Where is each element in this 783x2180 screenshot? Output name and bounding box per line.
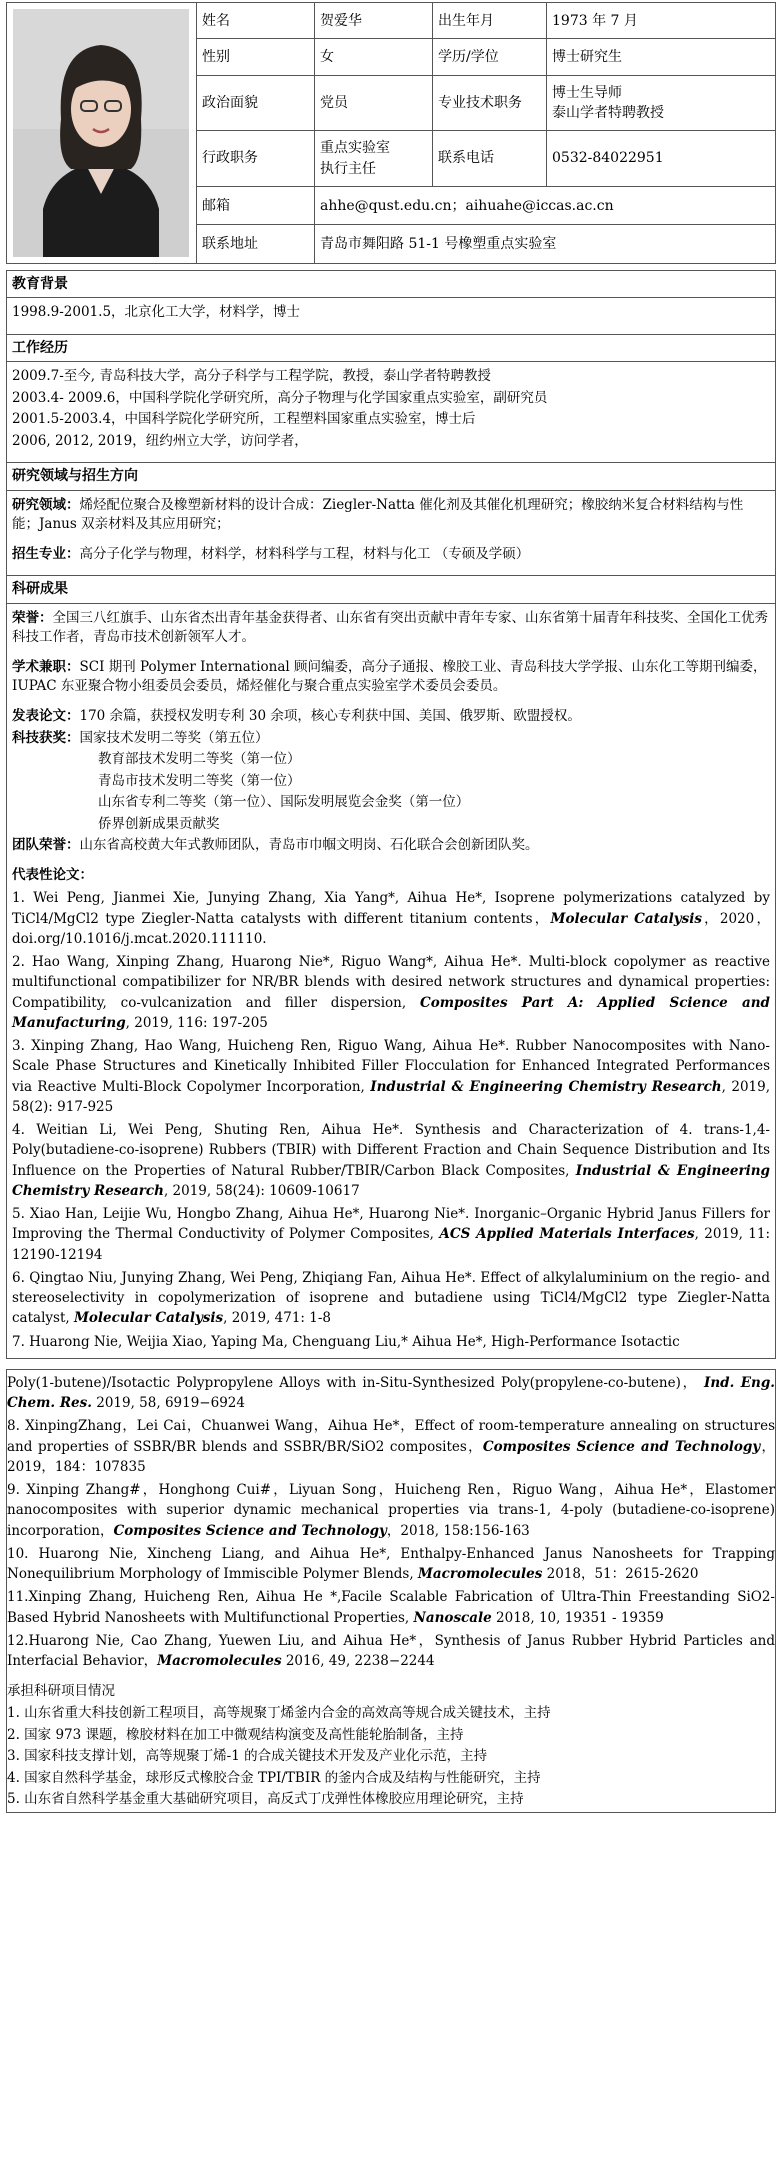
research-major-label: 招生专业： <box>12 545 80 562</box>
gender-label: 性别 <box>197 39 315 75</box>
award-item: 青岛市技术发明二等奖（第一位） <box>98 772 301 789</box>
phone-label: 联系电话 <box>433 131 547 187</box>
paper-text: 10. Huarong Nie, Xincheng Liang, and Aihua He*, Enthalpy-Enhanced Janus Nanosheets for Trapping Nonequilibrium Morphology of Immiscible Polymer Blends, <box>7 1545 775 1583</box>
paper-text: 11.Xinping Zhang, Huicheng Ren, Aihua He *,Facile Scalable Fabrication of Ultra-Thin Freestanding SiO2-Based Hybrid Nanosheets with Multifunctional Properties, <box>7 1589 775 1626</box>
title-value <box>547 75 776 131</box>
paper-text: 9. Xinping Zhang#，Honghong Cui#，Liyuan Song，Huicheng Ren，Riguo Wang，Aihua He*，Elastomer nanocomposites with superior dynamic mechanical properties via trans-1, 4-poly (butadiene-co-isoprene) incorporation， <box>7 1482 775 1539</box>
paper-journal: Composites Science and Technology <box>113 1522 387 1539</box>
profile-table <box>6 2 776 264</box>
politics-value: 党员 <box>315 75 433 131</box>
achievements-title: 科研成果 <box>12 581 68 598</box>
continued-box <box>6 1369 776 1813</box>
paper-item <box>7 1544 775 1585</box>
paper-text: 1. Wei Peng, Jianmei Xie, Junying Zhang, Xia Yang*, Aihua He*, Isoprene polymerizations catalyzed by TiCl4/MgCl2 type Ziegler-Natta catalysts with different titanium contents， <box>12 890 770 927</box>
paper-item <box>12 1120 770 1201</box>
address-value: 青岛市舞阳路 51-1 号橡塑重点实验室 <box>315 225 776 264</box>
work-item: 2006, 2012, 2019，纽约州立大学，访问学者， <box>12 432 308 449</box>
project-item: 3. 国家科技支撑计划，高等规聚丁烯-1 的合成关键技术开发及产业化示范，主持 <box>7 1748 488 1765</box>
paper-text: 4. Weitian Li, Wei Peng, Shuting Ren, Aihua He*. Synthesis and Characterization of 4. trans-1,4-Poly(butadiene-co-isoprene) Rubbers (TBIR) with Different Fraction and Chain Sequence Distribution and Its Influence on the Properties of Natural Rubber/TBIR/Carbon Black Composites, <box>12 1122 770 1179</box>
education-body <box>7 297 775 334</box>
research-major <box>12 545 770 565</box>
work-item: 2003.4- 2009.6，中国科学院化学研究所，高分子物理与化学国家重点实验室，副研究员 <box>12 389 548 406</box>
main-content-box <box>6 270 776 1359</box>
academic-label: 学术兼职： <box>12 658 80 675</box>
paper-list <box>12 888 770 1352</box>
email-label: 邮箱 <box>197 186 315 225</box>
projects-title: 承担科研项目情况 <box>7 1683 115 1700</box>
paper-tail: 2016, 49, 2238−2244 <box>281 1653 435 1670</box>
paper-tail: , 2019, 58(24): 10609-10617 <box>163 1182 360 1199</box>
paper-tail: ，2020， doi.org/10.1016/j.mcat.2020.111110. <box>12 910 770 947</box>
paper-tail: 2018，51：2615-2620 <box>542 1566 699 1583</box>
address-label: 联系地址 <box>197 225 315 264</box>
education-title: 教育背景 <box>12 276 68 292</box>
paper-text: 5. Xiao Han, Leijie Wu, Hongbo Zhang, Aihua He*, Huarong Nie*. Inorganic–Organic Hybrid Janus Fillers for Improving the Thermal Conductivity of Polymer Composites, <box>12 1206 770 1243</box>
admin-line-1: 重点实验室 <box>320 140 390 157</box>
achievements-section <box>7 575 775 602</box>
title-line-1: 博士生导师 <box>552 84 622 101</box>
paper-journal: Composites Science and Technology <box>482 1438 761 1455</box>
photo-cell <box>7 3 197 264</box>
admin-value <box>315 131 433 187</box>
email-value[interactable]: ahhe@qust.edu.cn；aihuahe@iccas.ac.cn <box>315 186 776 225</box>
research-body <box>7 490 775 576</box>
achievements-body <box>7 603 775 1358</box>
paper-list-continued <box>7 1373 775 1681</box>
paper-tail: ，2018, 158:156-163 <box>386 1522 530 1539</box>
work-section <box>7 334 775 361</box>
paper-item <box>12 1332 770 1352</box>
birth-label: 出生年月 <box>433 3 547 39</box>
paper-item <box>7 1416 775 1477</box>
title-line-2: 泰山学者特聘教授 <box>552 105 664 122</box>
research-field-text: 烯烃配位聚合及橡塑新材料的设计合成：Ziegler-Natta 催化剂及其催化机理研究；橡胶纳米复合材料结构与性能；Janus 双亲材料及其应用研究； <box>12 496 744 533</box>
rep-papers-label: 代表性论文： <box>12 866 93 883</box>
paper-tail: , 2019, 58(2): 917-925 <box>12 1078 771 1115</box>
award-item: 国家技术发明二等奖（第五位） <box>79 729 269 746</box>
paper-item <box>12 1204 770 1265</box>
paper-journal: Composites Part A: Applied Science and Manufacturing <box>12 994 770 1031</box>
paper-tail: , 2019, 11: 12190-12194 <box>12 1226 771 1263</box>
honor-text: 全国三八红旗手、山东省杰出青年基金获得者、山东省有突出贡献中青年专家、山东省第十届青年科技奖、全国化工优秀科技工作者，青岛市技术创新领军人才。 <box>12 609 768 646</box>
admin-label: 行政职务 <box>197 131 315 187</box>
team-text: 山东省高校黄大年式教师团队，青岛市巾帼文明岗、石化联合会创新团队奖。 <box>79 837 539 854</box>
academic-paragraph <box>12 658 770 697</box>
politics-label: 政治面貌 <box>197 75 315 131</box>
projects-section <box>7 1682 775 1702</box>
name-value: 贺爱华 <box>315 3 433 39</box>
admin-line-2: 执行主任 <box>320 160 376 177</box>
project-item: 1. 山东省重大科技创新工程项目，高等规聚丁烯釜内合金的高效高等规合成关键技术，主持 <box>7 1705 551 1721</box>
paper-item <box>12 888 770 949</box>
name-label: 姓名 <box>197 3 315 39</box>
project-item: 5. 山东省自然科学基金重大基础研究项目，高反式丁戊弹性体橡胶应用理论研究，主持 <box>7 1791 524 1808</box>
degree-label: 学历/学位 <box>433 39 547 75</box>
paper-journal: Macromolecules <box>157 1653 282 1670</box>
work-title: 工作经历 <box>12 339 68 356</box>
paper-text: 6. Qingtao Niu, Junying Zhang, Wei Peng, Zhiqiang Fan, Aihua He*. Effect of alkylaluminium on the regio- and stereoselectivity in copolymerization of isoprene and butadiene using TiCl4/MgCl2 type Ziegler-Natta catalyst, <box>12 1269 770 1327</box>
paper-count-text: 170 余篇，获授权发明专利 30 余项，核心专利获中国、美国、俄罗斯、欧盟授权。 <box>79 707 581 724</box>
award-paragraph <box>12 729 770 749</box>
paper-text: 2. Hao Wang, Xinping Zhang, Huarong Nie*, Riguo Wang*, Aihua He*. Multi-block copolymer as reactive multifunctional compatibilizer for NR/BR blends with desired network structures and dynamical properties: Compatibility, co-vulcanization and filler dispersion, <box>12 954 770 1011</box>
research-field <box>12 496 770 535</box>
work-body <box>7 361 775 462</box>
work-item: 2001.5-2003.4，中国科学院化学研究所，工程塑料国家重点实验室，博士后 <box>12 411 476 428</box>
research-field-label: 研究领域： <box>12 496 80 513</box>
paper-journal: Industrial & Engineering Chemistry Research <box>370 1078 722 1095</box>
portrait-photo <box>13 9 189 257</box>
birth-value: 1973 年 7 月 <box>547 3 776 39</box>
degree-value: 博士研究生 <box>547 39 776 75</box>
paper-text: Poly(1-butene)/Isotactic Polypropylene Alloys with in-Situ-Synthesized Poly(propylene-co-butene)， <box>7 1374 704 1391</box>
paper-journal: Ind. Eng. Chem. Res. <box>7 1374 775 1412</box>
projects-body <box>7 1704 775 1810</box>
gender-value: 女 <box>315 39 433 75</box>
paper-text: 8. XinpingZhang，Lei Cai，Chuanwei Wang，Aihua He*，Effect of room-temperature annealing on structures and properties of SSBR/BR blends and SSBR/BR/SiO2 composites， <box>7 1418 775 1455</box>
paper-text: 12.Huarong Nie, Cao Zhang, Yuewen Liu, and Aihua He*，Synthesis of Janus Rubber Hybrid Particles and Interfacial Behavior， <box>7 1632 775 1670</box>
award-item: 教育部技术发明二等奖（第一位） <box>98 751 301 768</box>
paper-item <box>7 1631 775 1672</box>
paper-item <box>7 1373 775 1414</box>
team-label: 团队荣誉： <box>12 837 80 854</box>
paper-item <box>7 1480 775 1541</box>
paper-item <box>12 952 770 1033</box>
paper-journal: Macromolecules <box>417 1566 543 1583</box>
paper-tail: 2018, 10, 19351 - 19359 <box>491 1609 664 1626</box>
paper-journal: Molecular Catalysis <box>550 910 702 927</box>
paper-item <box>7 1587 775 1628</box>
paper-count-label: 发表论文： <box>12 707 80 724</box>
paper-journal: ACS Applied Materials Interfaces <box>439 1226 695 1243</box>
paper-journal: Molecular Catalysis <box>73 1310 224 1327</box>
honor-paragraph <box>12 609 770 648</box>
paper-journal: Nanoscale <box>413 1609 492 1626</box>
paper-tail: , 2019, 116: 197-205 <box>125 1014 268 1031</box>
paper-tail: , 2019, 471: 1-8 <box>223 1310 332 1327</box>
award-item: 侨界创新成果贡献奖 <box>98 815 220 832</box>
research-major-text: 高分子化学与物理，材料学，材料科学与工程，材料与化工 （专硕及学硕） <box>79 545 530 562</box>
education-section <box>7 271 775 297</box>
education-item: 1998.9-2001.5，北京化工大学，材料学，博士 <box>12 304 301 321</box>
project-item: 2. 国家 973 课题，橡胶材料在加工中微观结构演变及高性能轮胎制备，主持 <box>7 1726 464 1743</box>
academic-text: SCI 期刊 Polymer International 顾问编委，高分子通报、橡胶工业、青岛科技大学学报、山东化工等期刊编委，IUPAC 东亚聚合物小组委员会委员，烯烃催化与聚合重点实验室学术委员会委员。 <box>12 658 767 695</box>
paper-item <box>12 1268 770 1329</box>
paper-item <box>12 1036 770 1117</box>
project-item: 4. 国家自然科学基金，球形反式橡胶合金 TPI/TBIR 的釜内合成及结构与性能研究，主持 <box>7 1769 541 1786</box>
paper-text: 7. Huarong Nie, Weijia Xiao, Yaping Ma, Chenguang Liu,* Aihua He*, High-Performance Isotactic <box>12 1333 680 1350</box>
paper-tail: ，2019，184：107835 <box>7 1438 776 1475</box>
title-label: 专业技术职务 <box>433 75 547 131</box>
honor-label: 荣誉： <box>12 609 53 626</box>
research-title: 研究领域与招生方向 <box>12 468 138 485</box>
team-paragraph <box>12 836 770 856</box>
paper-journal: Industrial & Engineering Chemistry Research <box>12 1162 770 1199</box>
award-item: 山东省专利二等奖（第一位）、国际发明展览会金奖（第一位） <box>98 794 470 811</box>
work-item: 2009.7-至今, 青岛科技大学，高分子科学与工程学院，教授，泰山学者特聘教授 <box>12 368 491 385</box>
award-label: 科技获奖： <box>12 729 80 746</box>
paper-count-paragraph <box>12 707 770 727</box>
research-section <box>7 462 775 489</box>
paper-text: 3. Xinping Zhang, Hao Wang, Huicheng Ren, Riguo Wang, Aihua He*. Rubber Nanocomposites with Nano-Scale Phase Structures and Kinetically Inhibited Filler Flocculation for Enhanced Integrated Performances via Reactive Multi-Block Copolymer Incorporation, <box>12 1038 770 1095</box>
paper-tail: 2019, 58, 6919−6924 <box>91 1395 245 1412</box>
phone-value: 0532-84022951 <box>547 131 776 187</box>
